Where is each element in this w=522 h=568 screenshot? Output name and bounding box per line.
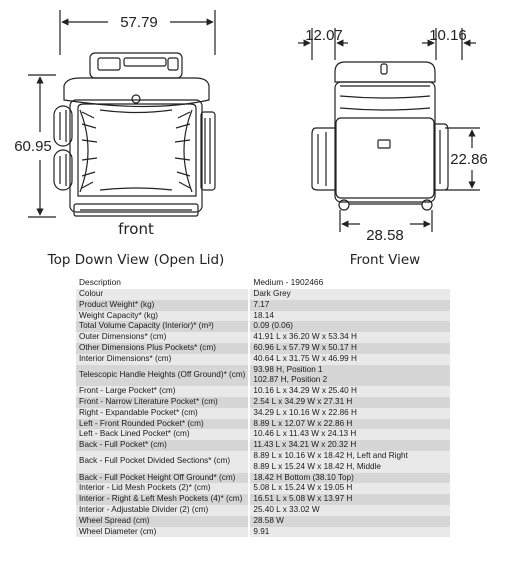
front-left-dim: 12.07	[305, 27, 343, 44]
spec-value-line: 41.91 L x 36.20 W x 53.34 H	[253, 332, 357, 342]
table-row	[76, 419, 450, 430]
spec-value-line: 8.89 L x 12.07 W x 22.86 H	[253, 418, 353, 428]
spec-value	[249, 440, 450, 451]
spec-value	[249, 505, 450, 516]
spec-label: Front - Large Pocket* (cm)	[76, 386, 249, 397]
top-depth-dim: 60.95	[14, 138, 52, 155]
spec-value-line: 28.58 W	[253, 515, 284, 525]
spec-value	[249, 429, 450, 440]
spec-value-line: 102.87 H, Position 2	[253, 375, 328, 385]
front-wheel-dim: 28.58	[366, 227, 404, 244]
spec-value	[249, 494, 450, 505]
table-row	[76, 483, 450, 494]
table-row	[76, 321, 450, 332]
spec-label: Telescopic Handle Heights (Off Ground)* (cm)	[76, 365, 249, 387]
spec-value	[249, 516, 450, 527]
spec-label: Wheel Spread (cm)	[76, 516, 249, 527]
spec-value	[249, 397, 450, 408]
table-row	[76, 311, 450, 322]
spec-label: Interior Dimensions* (cm)	[76, 354, 249, 365]
spec-value	[249, 473, 450, 484]
spec-value-line: 16.51 L x 5.08 W x 13.97 H	[253, 494, 353, 504]
table-row	[76, 505, 450, 516]
top-view-caption: Top Down View (Open Lid)	[47, 252, 225, 268]
spec-label: Front - Narrow Literature Pocket* (cm)	[76, 397, 249, 408]
spec-value	[249, 321, 450, 332]
spec-label: Interior - Adjustable Divider (2) (cm)	[76, 505, 249, 516]
spec-value-line: 11.43 L x 34.21 W x 20.32 H	[253, 440, 357, 450]
spec-value	[249, 527, 450, 538]
spec-value	[249, 300, 450, 311]
spec-value	[249, 343, 450, 354]
spec-value-line: 8.89 L x 15.24 W x 18.42 H, Middle	[253, 461, 381, 471]
table-row	[76, 365, 450, 387]
spec-value-line: 9.91	[253, 526, 270, 536]
spec-header-label: Description	[76, 275, 249, 289]
spec-value-line: 25.40 L x 33.02 W	[253, 504, 320, 514]
spec-value-line: 5.08 L x 15.24 W x 19.05 H	[253, 483, 353, 493]
table-row	[76, 397, 450, 408]
spec-label: Outer Dimensions* (cm)	[76, 332, 249, 343]
table-row	[76, 429, 450, 440]
spec-label: Weight Capacity* (kg)	[76, 311, 249, 322]
spec-value-line: 18.14	[253, 310, 274, 320]
spec-value-line: 40.64 L x 31.75 W x 46.99 H	[253, 353, 357, 363]
spec-value-line: 18.42 H Bottom (38.10 Top)	[253, 472, 354, 482]
table-row	[76, 289, 450, 300]
spec-value-line: Dark Grey	[253, 289, 291, 298]
spec-label: Interior - Lid Mesh Pockets (2)* (cm)	[76, 483, 249, 494]
front-height-dim: 22.86	[450, 151, 488, 168]
spec-header-row	[76, 275, 450, 289]
table-row	[76, 343, 450, 354]
spec-label: Back - Full Pocket Height Off Ground* (cm)	[76, 473, 249, 484]
spec-label: Total Volume Capacity (Interior)* (m³)	[76, 321, 249, 332]
table-row	[76, 527, 450, 538]
spec-label: Product Weight* (kg)	[76, 300, 249, 311]
front-view-caption: Front View	[349, 252, 421, 268]
spec-label: Right - Expandable Pocket* (cm)	[76, 408, 249, 419]
front-view-drawing	[298, 28, 480, 232]
spec-value	[249, 386, 450, 397]
spec-value-line: 2.54 L x 34.29 W x 27.31 H	[253, 396, 353, 406]
spec-value	[249, 365, 450, 387]
spec-value-line: 60.96 L x 57.79 W x 50.17 H	[253, 342, 357, 352]
spec-value	[249, 408, 450, 419]
spec-label: Back - Full Pocket Divided Sections* (cm)	[76, 451, 249, 473]
front-label: front	[118, 220, 154, 238]
spec-header-value: Medium - 1902466	[249, 275, 450, 289]
spec-value-line: 93.98 H, Position 1	[253, 364, 323, 374]
spec-value-line: 10.16 L x 34.29 W x 25.40 H	[253, 386, 357, 396]
table-row	[76, 300, 450, 311]
table-row	[76, 516, 450, 527]
spec-value	[249, 354, 450, 365]
spec-table	[76, 275, 450, 537]
spec-value	[249, 451, 450, 473]
table-row	[76, 494, 450, 505]
spec-value	[249, 332, 450, 343]
top-width-dim: 57.79	[120, 14, 158, 31]
spec-label: Left - Front Rounded Pocket* (cm)	[76, 419, 249, 430]
spec-label: Wheel Diameter (cm)	[76, 527, 249, 538]
spec-value-line: 0.09 (0.06)	[253, 321, 294, 331]
top-view-drawing	[28, 10, 215, 217]
spec-value	[249, 419, 450, 430]
spec-label: Interior - Right & Left Mesh Pockets (4)* (cm)	[76, 494, 249, 505]
table-row	[76, 386, 450, 397]
table-row	[76, 451, 450, 473]
spec-value-line: 8.89 L x 10.16 W x 18.42 H, Left and Right	[253, 450, 408, 460]
table-row	[76, 332, 450, 343]
front-right-dim: 10.16	[429, 27, 467, 44]
spec-value	[249, 289, 450, 300]
table-row	[76, 408, 450, 419]
table-row	[76, 440, 450, 451]
spec-label: Colour	[76, 289, 249, 300]
table-row	[76, 473, 450, 484]
spec-value	[249, 311, 450, 322]
spec-label: Other Dimensions Plus Pockets* (cm)	[76, 343, 249, 354]
spec-value	[249, 483, 450, 494]
product-drawings	[0, 0, 522, 275]
table-row	[76, 354, 450, 365]
spec-label: Left - Back Lined Pocket* (cm)	[76, 429, 249, 440]
spec-label: Back - Full Pocket* (cm)	[76, 440, 249, 451]
spec-value-line: 10.46 L x 11.43 W x 24.13 H	[253, 429, 357, 439]
spec-value-line: 7.17	[253, 299, 270, 309]
spec-value-line: 34.29 L x 10.16 W x 22.86 H	[253, 407, 357, 417]
